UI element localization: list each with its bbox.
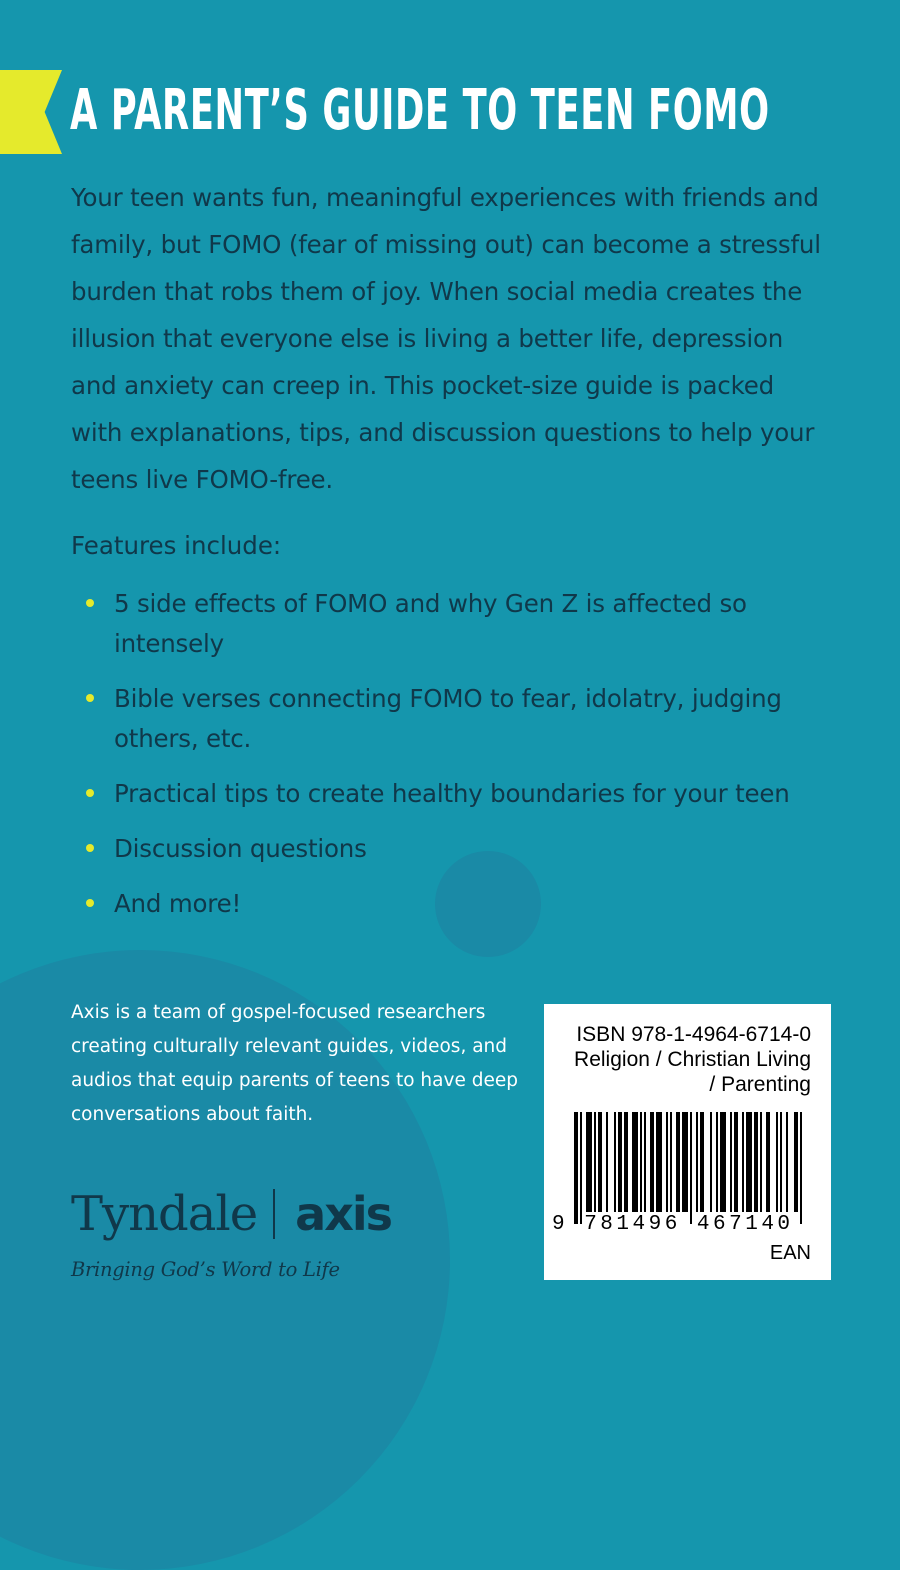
bullet-icon: [86, 599, 94, 607]
barcode-bar: [606, 1112, 608, 1212]
barcode-bar: [760, 1112, 762, 1212]
barcode-bar: [644, 1112, 646, 1212]
page-title: A PARENT’S GUIDE TO TEEN FOMO: [70, 78, 770, 143]
publisher-about: Axis is a team of gospel-focused researchers creating culturally relevant guides, videos, and audios that equip parents of teens to have deep conversations about faith.: [71, 1002, 518, 1125]
bullet-icon: [86, 899, 94, 907]
barcode-bar: [754, 1112, 758, 1212]
intro-paragraph: Your teen wants fun, meaningful experiences with friends and family, but FOMO (fear of missing out) can become a stressful burden that robs them of joy. When social media creates the illusion that everyone else is living a better life, depression and anxiety can creep in. This pocket-size guide is packed with explanations, tips, and discussion questions to help your teens live FOMO-free.: [71, 183, 821, 494]
barcode-bar: [746, 1112, 752, 1212]
barcode-bar: [656, 1112, 662, 1212]
features-list: [86, 584, 831, 939]
barcode-bar: [670, 1112, 672, 1212]
barcode-bar: [594, 1112, 596, 1212]
feature-item: [86, 584, 831, 664]
category-line-2: / Parenting: [709, 1073, 811, 1096]
barcode-bar: [734, 1112, 738, 1212]
feature-item: [86, 829, 831, 869]
barcode-bar: [574, 1112, 578, 1224]
logo-divider: [273, 1189, 275, 1239]
feature-text: Discussion questions: [114, 834, 367, 863]
barcode-bar: [794, 1112, 798, 1212]
barcode-bar: [730, 1112, 732, 1212]
barcode-bar: [766, 1112, 770, 1212]
tyndale-logo-text: Tyndale: [71, 1186, 258, 1242]
feature-item: [86, 884, 831, 924]
barcode-digits: 9 781496 467140: [552, 1213, 794, 1236]
barcode-panel: [544, 1004, 831, 1280]
barcode-bar: [650, 1112, 654, 1212]
barcode-bar: [720, 1112, 726, 1212]
barcode-bar: [682, 1112, 688, 1212]
barcode-bar: [742, 1112, 744, 1212]
barcode-bar: [598, 1112, 602, 1212]
ean-label: EAN: [769, 1242, 811, 1264]
isbn-text: ISBN 978-1-4964-6714-0: [576, 1023, 811, 1046]
barcode-bar: [666, 1112, 668, 1212]
title-banner-ribbon: [0, 70, 62, 154]
publisher-tagline: Bringing God’s Word to Life: [71, 1258, 340, 1281]
barcode-bar: [676, 1112, 680, 1212]
barcode-bar: [786, 1112, 788, 1212]
barcode-bar: [640, 1112, 642, 1212]
barcode-bar: [710, 1112, 712, 1212]
barcode-icon: [574, 1112, 810, 1224]
bullet-icon: [86, 844, 94, 852]
bullet-icon: [86, 789, 94, 797]
features-heading: Features include:: [71, 531, 282, 560]
feature-text: And more!: [114, 889, 242, 918]
feature-text: Bible verses connecting FOMO to fear, idolatry, judging others, etc.: [114, 684, 782, 753]
feature-item: [86, 774, 831, 814]
barcode-bar: [776, 1112, 778, 1212]
barcode-bar: [624, 1112, 628, 1212]
barcode-bar: [716, 1112, 718, 1212]
axis-logo-text: axis: [295, 1187, 392, 1241]
bullet-icon: [86, 694, 94, 702]
barcode-bar: [696, 1112, 698, 1212]
barcode-bar: [632, 1112, 638, 1212]
barcode-bar: [780, 1112, 782, 1212]
barcode-bar: [700, 1112, 704, 1212]
barcode-bar: [690, 1112, 692, 1224]
feature-text: Practical tips to create healthy boundaries for your teen: [114, 779, 790, 808]
barcode-bar: [586, 1112, 592, 1212]
barcode-bar: [800, 1112, 802, 1224]
publisher-logo: [71, 1182, 391, 1246]
barcode-bar: [618, 1112, 622, 1212]
barcode-bar: [580, 1112, 582, 1224]
barcode-bar: [614, 1112, 616, 1212]
category-line-1: Religion / Christian Living: [574, 1048, 811, 1071]
feature-text: 5 side effects of FOMO and why Gen Z is affected so intensely: [114, 589, 747, 658]
feature-item: [86, 679, 831, 759]
